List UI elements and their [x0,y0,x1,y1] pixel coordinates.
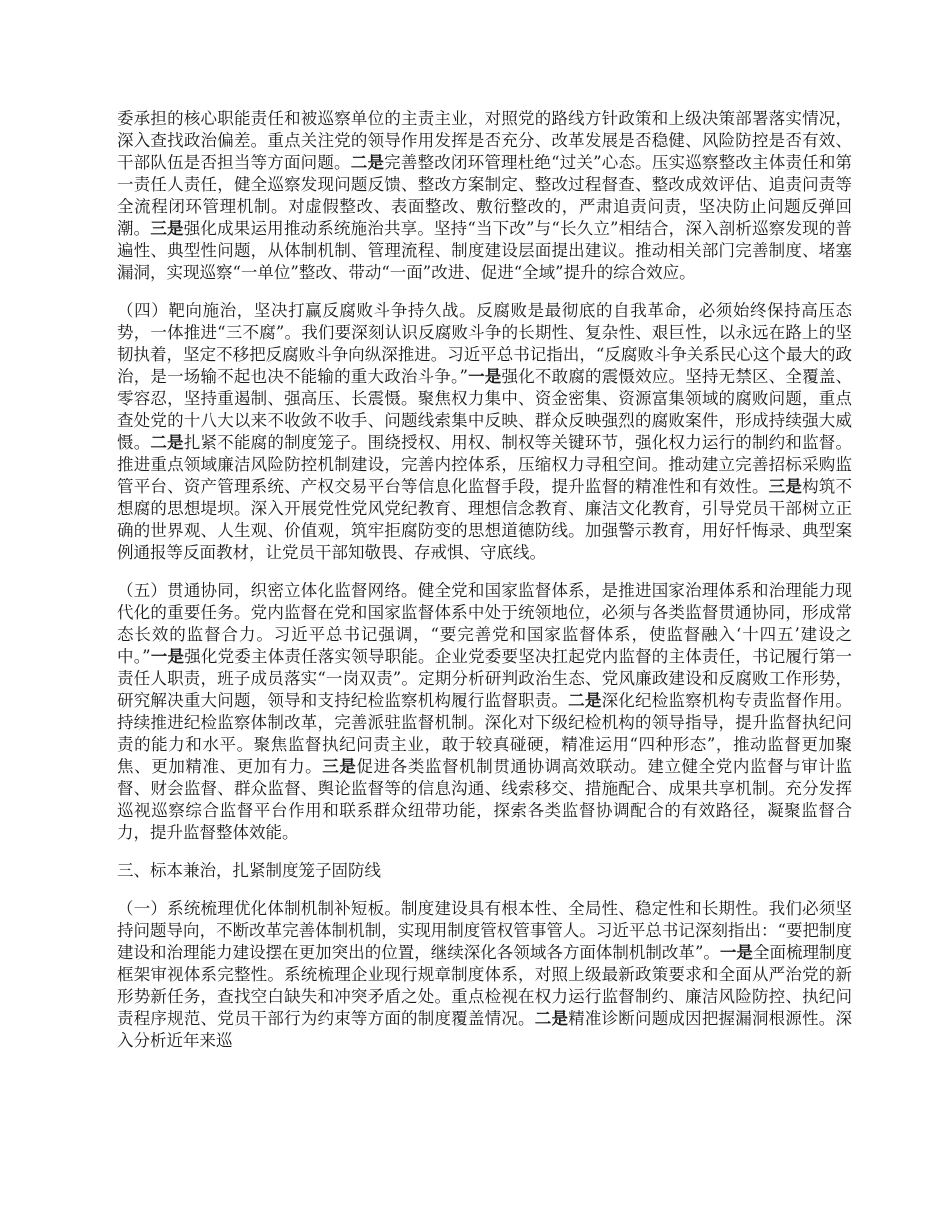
text-segment: 强化不敢腐的震慑效应。坚持无禁区、全覆盖、零容忍，坚持重遏制、强高压、长震慑。聚焦权力集中、资金密集、资源富集领域的腐败问题，重点查处党的十八大以来不收敛不收手、问题线索集中反映、群众反映强烈的腐败案件，形成持续强大威慑。 [117,367,853,452]
bold-lead-phrase: 一是 [719,943,753,962]
paragraph-system-mechanism [117,898,852,1052]
paragraph-inspection-rectification [117,108,852,284]
bold-lead-phrase: 三是 [768,477,803,496]
bold-lead-phrase: 三是 [322,757,357,776]
text-segment: 强化党委主体责任落实领导职能。企业党委要坚决扛起党内监督的主体责任，书记履行第一责任人职责，班子成员落实“一岗双责”。定期分析研判政治生态、党风廉政建设和反腐败工作形势，研究解决重大问题，领导和支持纪检监察机构履行监督职责。 [117,647,853,710]
text-segment: 全面梳理制度框架审视体系完整性。系统梳理企业现行规章制度体系，对照上级最新政策要求和全面从严治党的新形势新任务，查找空白缺失和冲突矛盾之处。重点检视在权力运行监督制约、廉洁风险防控、执纪问责程序规范、党员干部行为约束等方面的制度覆盖情况。 [117,943,853,1028]
document-page [117,108,852,1068]
bold-lead-phrase: 一是 [467,367,502,386]
paragraph-supervision-network [117,580,852,844]
bold-lead-phrase: 一是 [150,647,185,666]
paragraph-anti-corruption [117,300,852,564]
text-segment: 委承担的核心职能责任和被巡察单位的主责主业，对照党的路线方针政策和上级决策部署落实情况，深入查找政治偏差。重点关注党的领导作用发挥是否充分、改革发展是否稳健、风险防控是否有效、干部队伍是否担当等方面问题。 [117,109,852,172]
text-segment: 扎紧不能腐的制度笼子。围绕授权、用权、制权等关键环节，强化权力运行的制约和监督。推进重点领域廉洁风险防控机制建设，完善内控体系，压缩权力寻租空间。推动建立完善招标采购监管平台、资产管理系统、产权交易平台等信息化监督手段，提升监督的精准性和有效性。 [117,433,853,496]
bold-lead-phrase: 二是 [150,433,184,452]
text-segment: 构筑不想腐的思想堤坝。深入开展党性党风党纪教育、理想信念教育、廉洁文化教育，引导党员干部树立正确的世界观、人生观、价值观，筑牢拒腐防变的思想道德防线。加强警示教育，用好忏悔录、典型案例通报等反面教材，让党员干部知敬畏、存戒惧、守底线。 [117,477,853,562]
text-segment: 促进各类监督机制贯通协调高效联动。建立健全党内监督与审计监督、财会监督、群众监督、舆论监督等的信息沟通、线索移交、措施配合、成果共享机制。充分发挥巡视巡察综合监督平台作用和联系群众纽带功能，探索各类监督协调配合的有效路径，凝聚监督合力，提升监督整体效能。 [117,757,853,842]
text-segment: 深化纪检监察机构专责监督作用。持续推进纪检监察体制改革，完善派驻监督机制。深化对下级纪检机构的领导指导，提升监督执纪问责的能力和水平。聚焦监督执纪问责主业，敢于较真碰硬，精准运用“四种形态”，推动监督更加聚焦、更加精准、更加有力。 [117,691,853,776]
bold-lead-phrase: 二是 [350,153,385,172]
bold-lead-phrase: 三是 [150,219,184,238]
text-segment: （一）系统梳理优化体制机制补短板。制度建设具有根本性、全局性、稳定性和长期性。我们必须坚持问题导向，不断改革完善体制机制，实现用制度管权管事管人。习近平总书记深刻指出：“要把制度建设和治理能力建设摆在更加突出的位置，继续深化各领域各方面体制机制改革”。 [117,899,852,962]
text-segment: （五）贯通协同，织密立体化监督网络。健全党和国家监督体系，是推进国家治理体系和治理能力现代化的重要任务。党内监督在党和国家监督体系中处于统领地位，必须与各类监督贯通协同，形成常态长效的监督合力。习近平总书记强调，“要完善党和国家监督体系，使监督融入‘十四五’建设之中。” [117,581,852,666]
text-segment: （四）靶向施治，坚决打赢反腐败斗争持久战。反腐败是最彻底的自我革命，必须始终保持高压态势，一体推进“三不腐”。我们要深刻认识反腐败斗争的长期性、复杂性、艰巨性，以永远在路上的坚韧执着，坚定不移把反腐败斗争向纵深推进。习近平总书记指出，“反腐败斗争关系民心这个最大的政治，是一场输不起也决不能输的重大政治斗争。” [117,301,852,386]
text-segment: 精准诊断问题成因把握漏洞根源性。深入分析近年来巡 [117,1009,853,1050]
bold-lead-phrase: 二是 [534,1009,569,1028]
section-heading: 三、标本兼治，扎紧制度笼子固防线 [117,861,381,880]
text-segment: 强化成果运用推动系统施治共享。坚持“当下改”与“长久立”相结合，深入剖析巡察发现的普遍性、典型性问题，从体制机制、管理流程、制度建设层面提出建议。推动相关部门完善制度、堵塞漏洞，实现巡察“一单位”整改、带动“一面”改进、促进“全域”提升的综合效应。 [117,219,853,282]
text-segment: 完善整改闭环管理杜绝“过关”心态。压实巡察整改主体责任和第一责任人责任，健全巡察发现问题反馈、整改方案制定、整改过程督查、整改成效评估、追责问责等全流程闭环管理机制。对虚假整改、表面整改、敷衍整改的，严肃追责问责，坚决防止问题反弹回潮。 [117,153,853,238]
bold-lead-phrase: 二是 [568,691,602,710]
